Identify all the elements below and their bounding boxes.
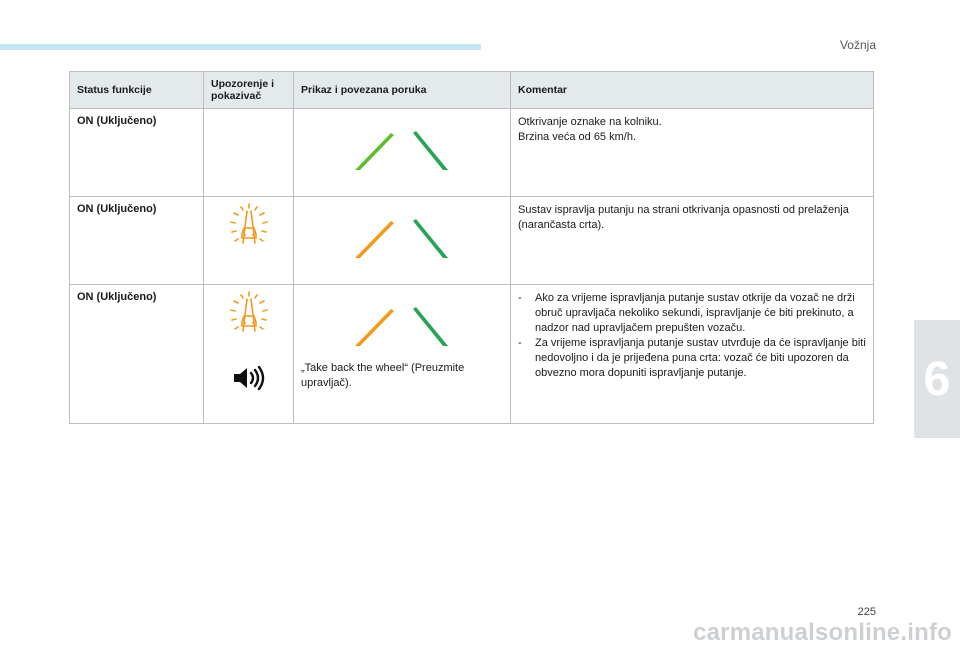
warning-cell [204, 109, 294, 197]
page-number: 225 [857, 606, 876, 618]
warning-cell [204, 285, 294, 424]
display-cell [294, 285, 511, 424]
comment-cell [511, 285, 874, 424]
column-header-display: Prikaz i povezana poruka [294, 72, 511, 109]
lane-lines-icon [347, 217, 457, 259]
status-cell: ON (Uključeno) [70, 285, 204, 424]
table-row [70, 197, 874, 285]
column-header-warning: Upozorenje i pokazivač [204, 72, 294, 109]
voice-message: „Take back the wheel“ (Preuzmite upravljač). [301, 362, 465, 389]
warning-cell [204, 197, 294, 285]
display-cell [294, 197, 511, 285]
display-cell [294, 109, 511, 197]
status-cell: ON (Uključeno) [70, 197, 204, 285]
lane-warning-icon [229, 291, 269, 335]
comment-text: Sustav ispravlja putanju na strani otkrivanja opasnosti od prelaženja (narančasta crta). [518, 204, 849, 231]
comment-list [518, 291, 866, 381]
lane-assist-status-table [69, 71, 874, 424]
status-cell: ON (Uključeno) [70, 109, 204, 197]
list-item: - Ako za vrijeme ispravljanja putanje sustav otkrije da vozač ne drži obruč upravljača nekoliko sekundi, ispravljanje će biti prekinuto, a nadzor nad upravljačem prepušten vozaču. [518, 291, 866, 336]
section-title: Vožnja [839, 38, 876, 52]
lane-warning-icon [229, 203, 269, 247]
table-header-row [70, 72, 874, 109]
speaker-icon [231, 365, 267, 391]
column-header-comment: Komentar [511, 72, 874, 109]
header-accent-bar [0, 44, 481, 50]
comment-cell [511, 109, 874, 197]
comment-text: Otkrivanje oznake na kolniku. Brzina veća od 65 km/h. [518, 116, 662, 143]
table-row [70, 109, 874, 197]
lane-lines-icon [347, 129, 457, 171]
chapter-number: 6 [923, 352, 951, 406]
list-item: - Za vrijeme ispravljanja putanje sustav utvrđuje da će ispravljanje biti nedovoljno i da je prijeđena puna crta: vozač će biti upozoren da obvezno mora dopuniti ispravljanje putanje. [518, 336, 866, 381]
comment-cell [511, 197, 874, 285]
column-header-status: Status funkcije [70, 72, 204, 109]
lane-lines-icon [347, 305, 457, 347]
table-row [70, 285, 874, 424]
chapter-tab [914, 320, 960, 438]
watermark-text: carmanualsonline.info [693, 619, 952, 646]
